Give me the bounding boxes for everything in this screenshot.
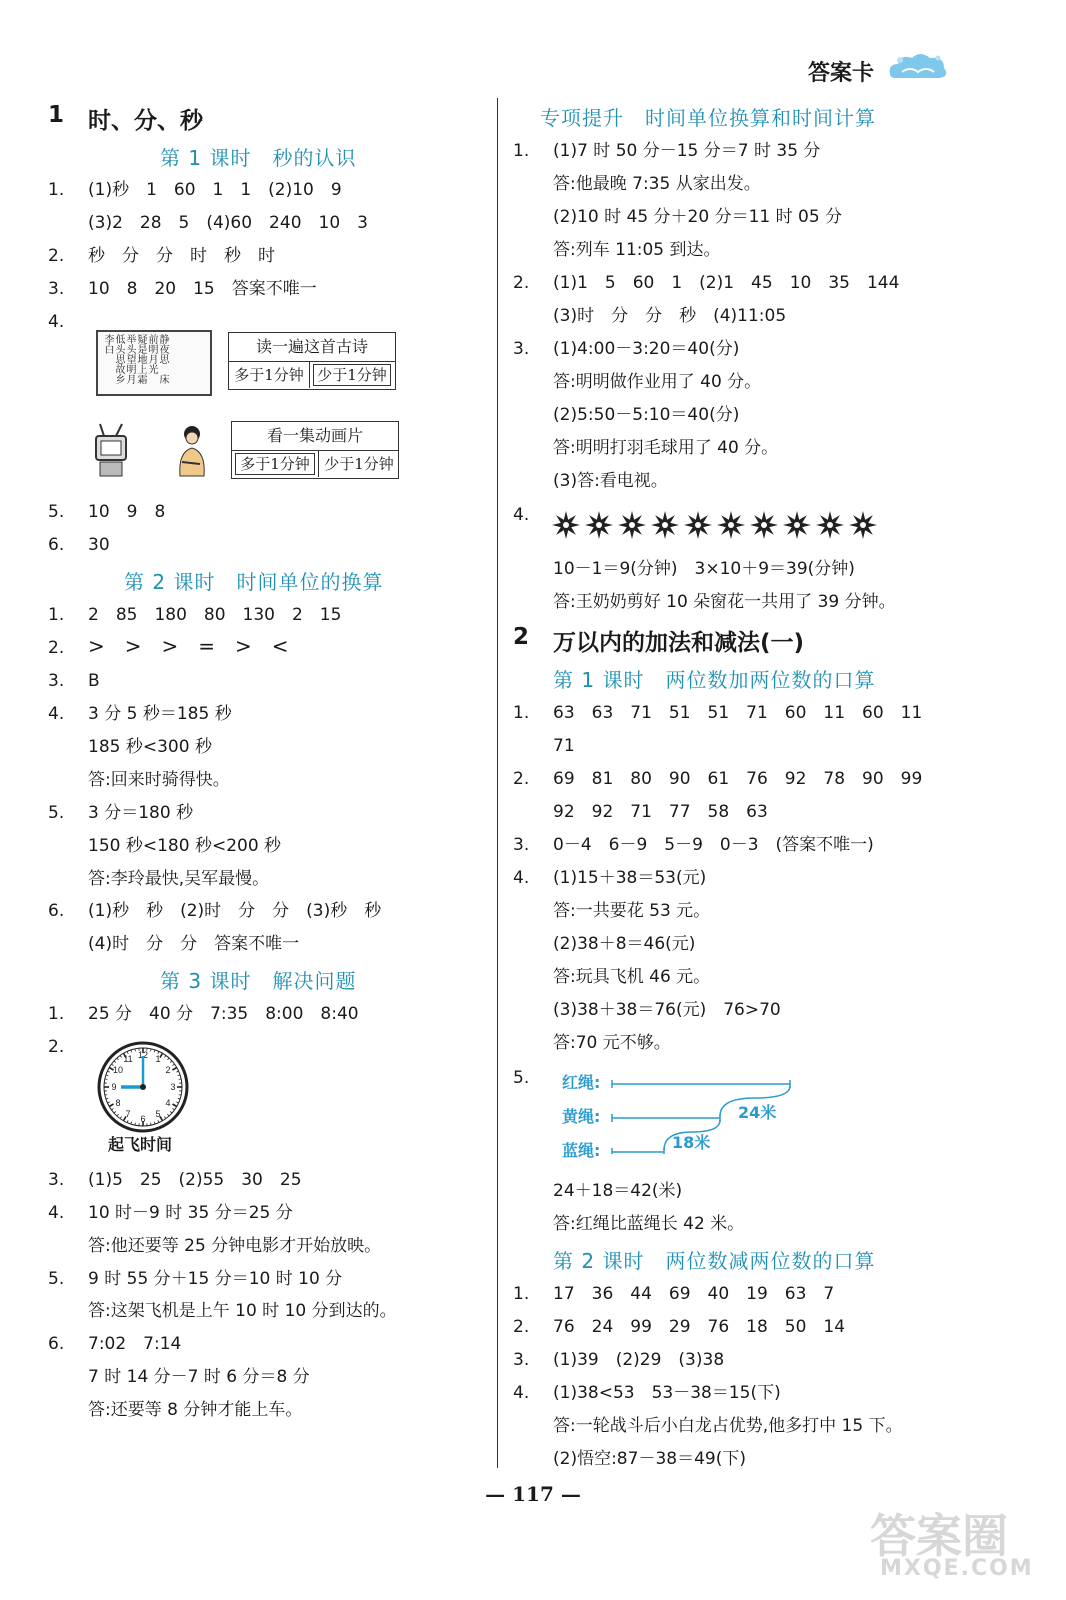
rope-label-blue: 蓝绳: [562,1141,601,1160]
page-header-title: 答案卡 [808,61,875,86]
answer-line: 71 [553,736,575,756]
answer-line: 答:70 元不够。 [553,1033,671,1053]
question-number: 1. [48,1004,65,1024]
tv-icon [94,422,128,478]
answer-line: (1)15＋38＝53(元) [553,868,707,888]
answer-line: (1)秒 秒 (2)时 分 分 (3)秒 秒 [88,901,382,921]
question-number: 2. [48,1037,65,1057]
answer-line: 答:这架飞机是上午 10 时 10 分到达的。 [88,1301,397,1321]
rope-label-yellow: 黄绳: [562,1107,601,1126]
answer-line: 2 85 180 80 130 2 15 [88,605,342,625]
question-number: 2. [513,273,530,293]
answer-line: 92 92 71 77 58 63 [553,802,768,822]
clock-icon [96,1040,190,1134]
question-number: 5. [48,803,65,823]
question-number: 2. [48,638,65,658]
answer-line: 10 8 20 15 答案不唯一 [88,279,317,299]
answer-line: 10 9 8 [88,502,166,522]
svg-text:2: 2 [165,1065,171,1075]
answer-line: B [88,671,100,691]
answer-line: 答:玩具飞机 46 元。 [553,967,711,987]
question-number: 2. [48,246,65,266]
svg-text:7: 7 [125,1109,131,1119]
question-number: 1. [48,180,65,200]
question-number: 2. [513,1317,530,1337]
answer-line: 17 36 44 69 40 19 63 7 [553,1284,835,1304]
answer-line: 76 24 99 29 76 18 50 14 [553,1317,846,1337]
snowflake-icon [816,511,844,539]
question-number: 3. [48,1170,65,1190]
svg-text:10: 10 [112,1065,124,1075]
answer-line: 24＋18＝42(米) [553,1181,683,1201]
svg-text:4: 4 [165,1098,171,1108]
answer-line: (2)10 时 45 分＋20 分＝11 时 05 分 [553,207,843,227]
snowflake-icon [783,511,811,539]
question-number: 6. [48,535,65,555]
answer-line: (3)38＋38＝76(元) 76>70 [553,1000,781,1020]
svg-text:11: 11 [123,1054,133,1064]
snowflake-icon [750,511,778,539]
svg-text:3: 3 [170,1082,176,1092]
answer-line: (1)39 (2)29 (3)38 [553,1350,725,1370]
answer-line: 185 秒<300 秒 [88,737,212,757]
table-title: 看一集动画片 [232,422,398,451]
answer-line: (3)时 分 分 秒 (4)11:05 [553,306,787,326]
question-number: 5. [513,1068,530,1088]
answer-line: (1)1 5 60 1 (2)1 45 10 35 144 [553,273,900,293]
choice-table-cartoon [231,421,399,479]
lesson-title: 第 3 课时 解决问题 [160,969,357,993]
section-title: 万以内的加法和减法(一) [553,630,805,656]
answer-line: 10－1＝9(分钟) 3×10＋9＝39(分钟) [553,559,855,579]
table-option-less: 少于1分钟 [318,451,399,477]
choice-table-poem [228,332,396,390]
question-number: 6. [48,1334,65,1354]
question-number: 3. [513,339,530,359]
answer-line: 3 分＝180 秒 [88,803,194,823]
answer-line: (1)38<53 53－38＝15(下) [553,1383,781,1403]
answer-line: 0－4 6－9 5－9 0－3 (答案不唯一) [553,835,874,855]
question-number: 3. [513,835,530,855]
rope-label-red: 红绳: [562,1073,601,1092]
snowflake-icon [585,511,613,539]
poem-card-image [96,330,212,396]
clock-caption: 起飞时间 [108,1135,173,1154]
snowflake-icon [717,511,745,539]
answer-line: 答:列车 11:05 到达。 [553,240,721,260]
question-number: 1. [513,141,530,161]
answer-line: 7 时 14 分－7 时 6 分＝8 分 [88,1367,310,1387]
question-number: 5. [48,1269,65,1289]
poem-text: 静夜思 床前明月光 疑是地上霜 举头望明月 低头思故乡 李白 [102,334,168,394]
snowflake-icon [552,511,580,539]
lesson-title: 第 1 课时 两位数加两位数的口算 [553,668,876,692]
answer-line: 9 时 55 分＋15 分＝10 时 10 分 [88,1269,343,1289]
answer-line: 10 时－9 时 35 分＝25 分 [88,1203,293,1223]
snowflake-icon [651,511,679,539]
answer-line: 答:他最晚 7:35 从家出发。 [553,174,761,194]
snowflake-icon [849,511,877,539]
question-number: 4. [513,505,530,525]
answer-line: (2)5:50－5:10＝40(分) [553,405,740,425]
question-number: 6. [48,901,65,921]
section-number: 2 [513,624,530,650]
lesson-title: 第 1 课时 秒的认识 [160,146,357,170]
question-number: 4. [48,1203,65,1223]
watermark-logo: 答案圈 [870,1509,1008,1563]
answer-line: 30 [88,535,110,555]
table-option-more: 多于1分钟 [229,362,310,388]
table-option-less-selected: 少于1分钟 [313,364,391,386]
svg-text:9: 9 [111,1082,117,1092]
lesson-title: 专项提升 时间单位换算和时间计算 [540,106,876,130]
question-number: 3. [48,279,65,299]
question-number: 3. [48,671,65,691]
answer-line: 3 分 5 秒＝185 秒 [88,704,232,724]
section-number: 1 [48,102,65,128]
column-divider [497,98,498,1468]
question-number: 4. [48,312,65,332]
answer-line: 150 秒<180 秒<200 秒 [88,836,282,856]
answer-line: (1)7 时 50 分－15 分＝7 时 35 分 [553,141,821,161]
answer-line: 答:明明做作业用了 40 分。 [553,372,762,392]
answer-line: 7:02 7:14 [88,1334,182,1354]
svg-text:8: 8 [115,1098,121,1108]
answer-line: (2)悟空:87－38＝49(下) [553,1449,746,1469]
table-option-more-selected: 多于1分钟 [235,453,315,475]
answer-line: 答:一共要花 53 元。 [553,901,711,921]
section-title: 时、分、秒 [88,108,203,134]
lesson-title: 第 2 课时 时间单位的换算 [124,570,384,594]
watermark-url: MXQE.COM [880,1556,1034,1581]
snowflake-icon [684,511,712,539]
answer-line: 63 63 71 51 51 71 60 11 60 11 [553,703,923,723]
question-number: 5. [48,502,65,522]
answer-line: (1)4:00－3:20＝40(分) [553,339,740,359]
question-number: 1. [48,605,65,625]
lesson-title: 第 2 课时 两位数减两位数的口算 [553,1249,876,1273]
child-figure-icon [168,424,212,478]
answer-line: 答:他还要等 25 分钟电影才开始放映。 [88,1236,382,1256]
table-title: 读一遍这首古诗 [229,333,395,362]
answer-line: 答:红绳比蓝绳长 42 米。 [553,1214,745,1234]
svg-text:12: 12 [137,1050,149,1060]
question-number: 4. [513,1383,530,1403]
brace-label-24m: 24米 [738,1103,777,1122]
question-number: 3. [513,1350,530,1370]
answer-line: 答:李玲最快,吴军最慢。 [88,869,270,889]
svg-text:6: 6 [140,1114,146,1124]
answer-line: 秒 分 分 时 秒 时 [88,246,275,266]
question-number: 1. [513,703,530,723]
answer-line: 答:一轮战斗后小白龙占优势,他多打中 15 下。 [553,1416,903,1436]
cloud-decoration-icon [886,50,950,84]
answer-line: 答:王奶奶剪好 10 朵窗花一共用了 39 分钟。 [553,592,896,612]
svg-text:5: 5 [155,1109,161,1119]
snowflake-row [550,508,880,542]
answer-line: (3)答:看电视。 [553,471,668,491]
page-number: — 117 — [485,1482,581,1506]
answer-line: (1)秒 1 60 1 1 (2)10 9 [88,180,342,200]
snowflake-icon [618,511,646,539]
brace-label-18m: 18米 [672,1133,711,1152]
answer-line: 69 81 80 90 61 76 92 78 90 99 [553,769,923,789]
answer-line: 答:回来时骑得快。 [88,770,230,790]
question-number: 1. [513,1284,530,1304]
answer-line: (3)2 28 5 (4)60 240 10 3 [88,213,368,233]
question-number: 4. [48,704,65,724]
question-number: 4. [513,868,530,888]
question-number: 2. [513,769,530,789]
answer-line: (1)5 25 (2)55 30 25 [88,1170,302,1190]
answer-line: 答:明明打羽毛球用了 40 分。 [553,438,779,458]
answer-line: 25 分 40 分 7:35 8:00 8:40 [88,1004,359,1024]
svg-text:1: 1 [155,1054,161,1064]
answer-line: > > > = > < [88,634,289,658]
answer-line: (4)时 分 分 答案不唯一 [88,934,300,954]
answer-line: 答:还要等 8 分钟才能上车。 [88,1400,303,1420]
answer-line: (2)38＋8＝46(元) [553,934,696,954]
